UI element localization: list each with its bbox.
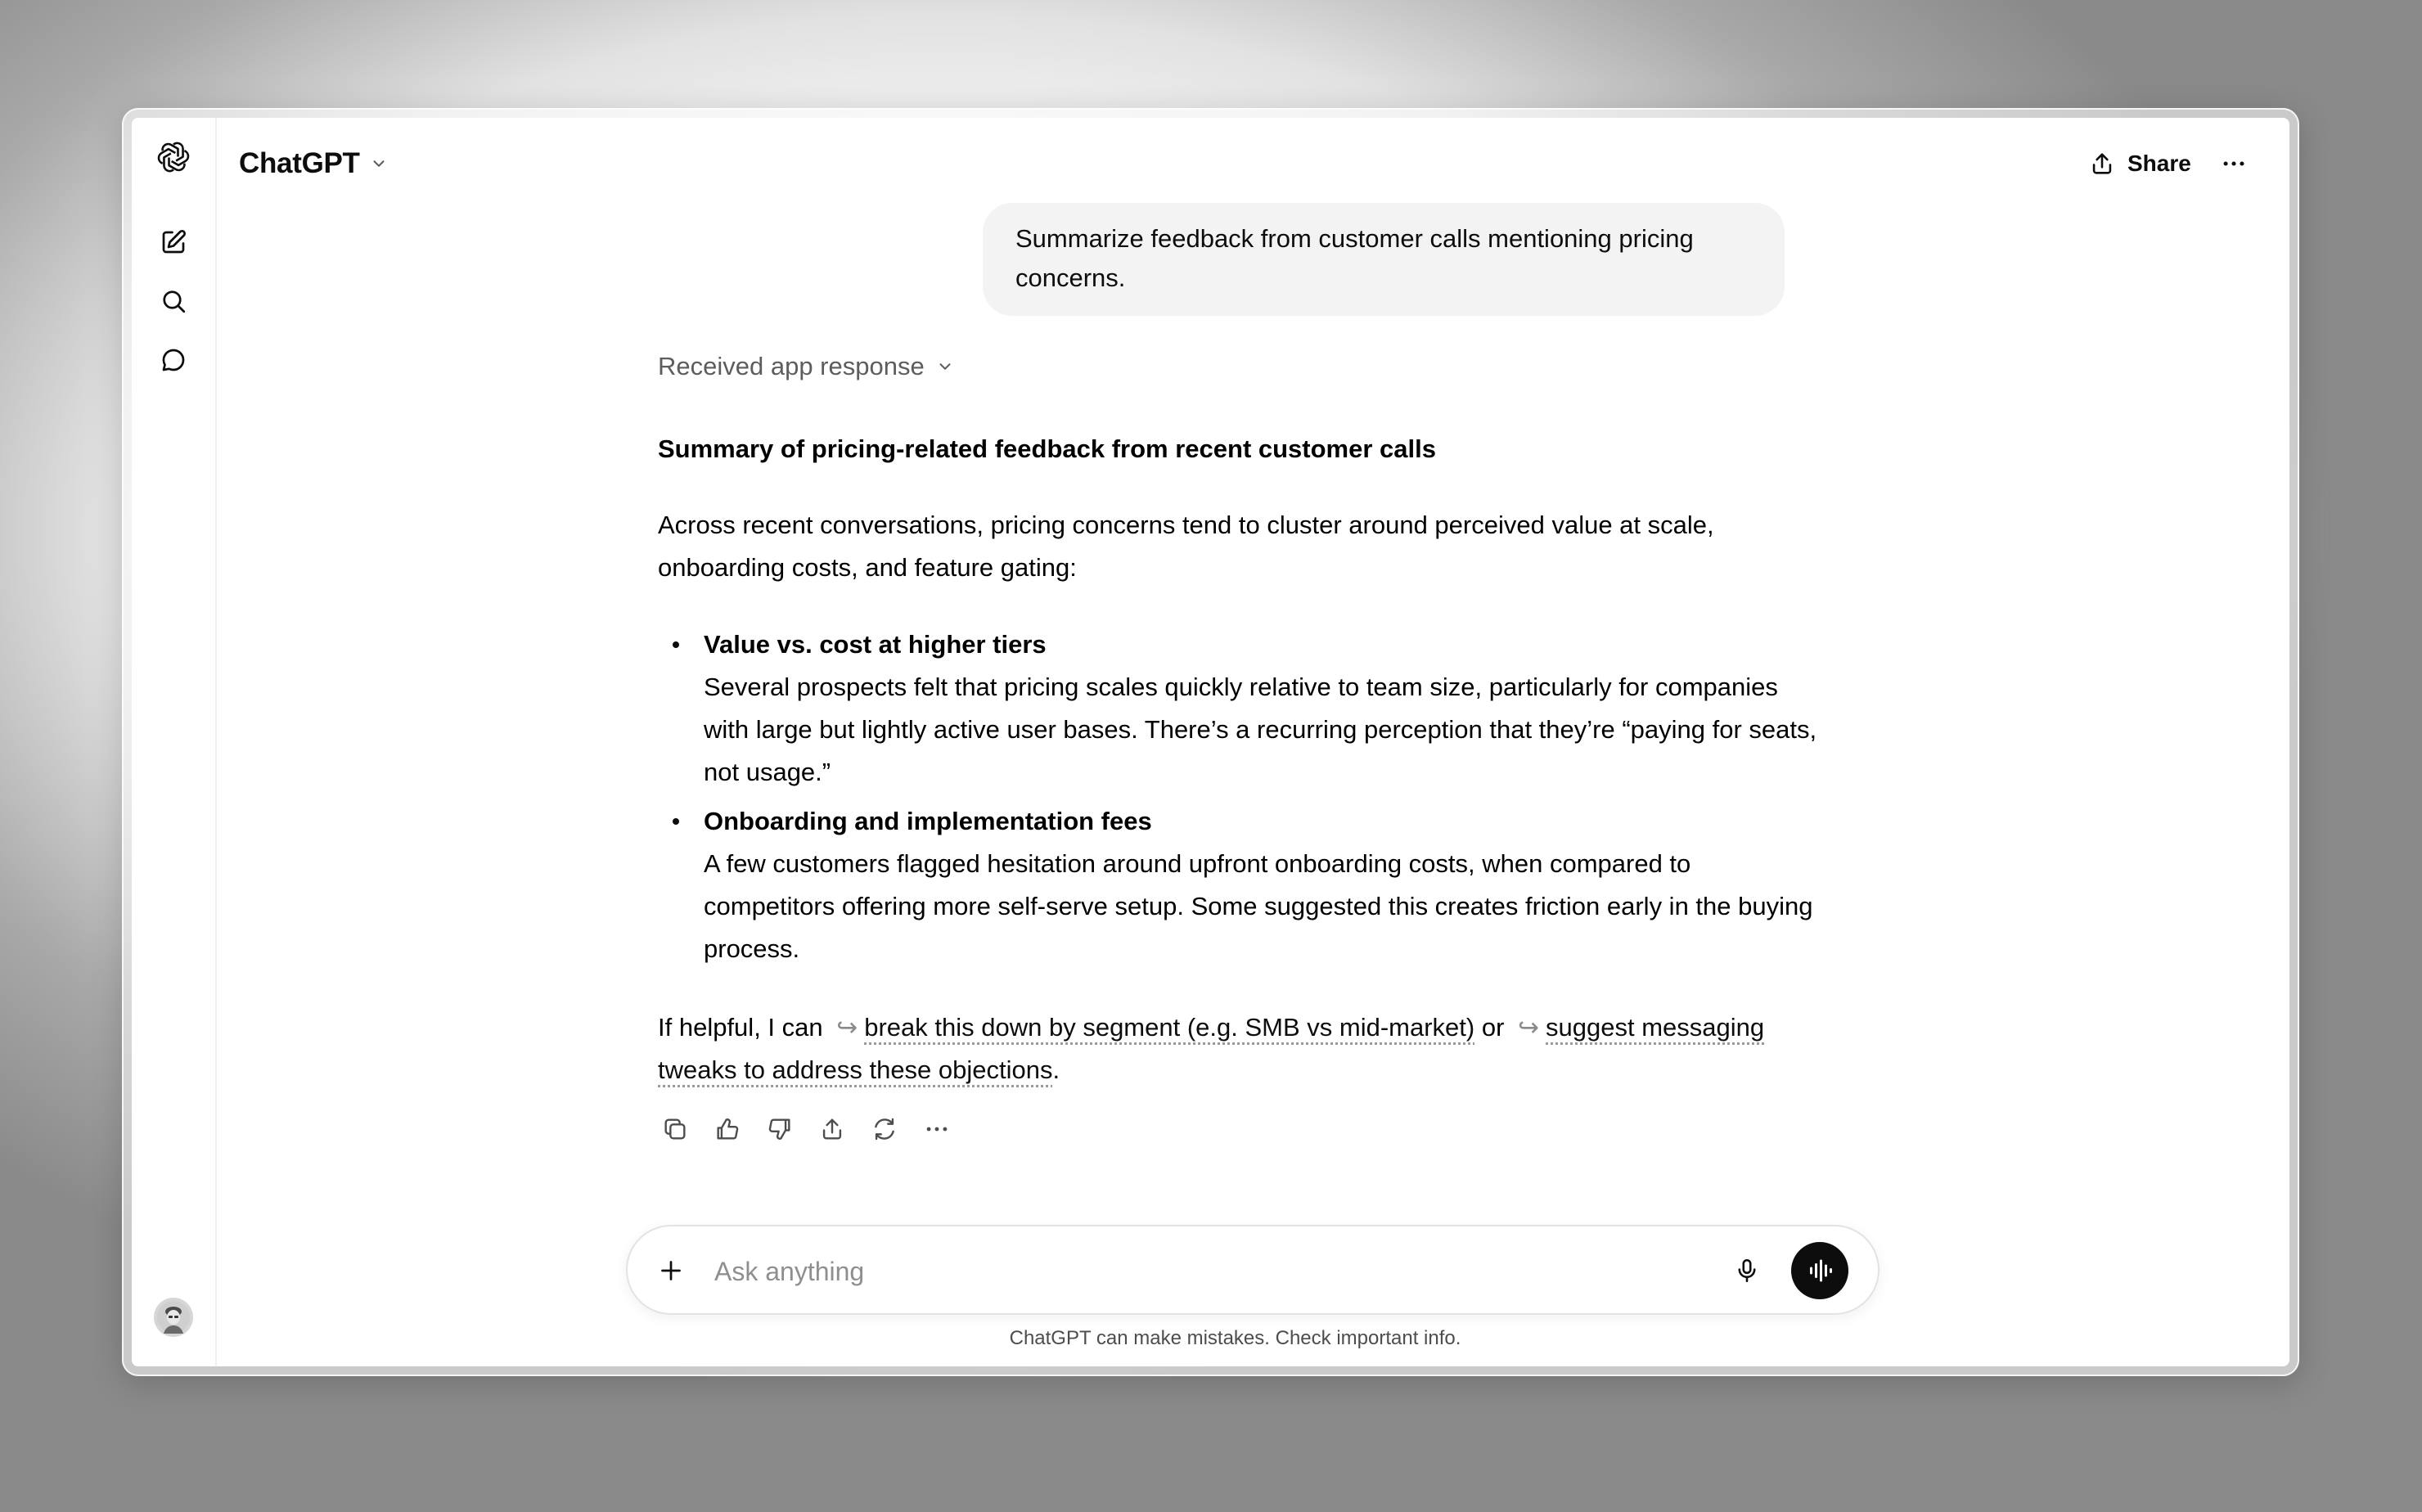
share-button[interactable] <box>2077 137 2203 190</box>
voice-waveform-icon <box>1805 1256 1835 1285</box>
chevron-down-icon <box>370 155 388 173</box>
edit-icon <box>159 227 188 257</box>
search-icon <box>159 286 188 316</box>
app-response-toggle[interactable] <box>658 352 954 381</box>
prompt-input[interactable] <box>713 1249 1698 1294</box>
chats-button[interactable] <box>151 337 196 383</box>
bullet-title: Onboarding and implementation fees <box>704 807 1152 835</box>
voice-mode-button[interactable] <box>1791 1242 1848 1299</box>
search-chats-button[interactable] <box>151 278 196 324</box>
share-label: Share <box>2127 151 2191 176</box>
reply-arrow-icon: ↪ <box>836 1013 858 1042</box>
plus-icon <box>656 1256 686 1285</box>
user-message: Summarize feedback from customer calls mentioning pricing concerns. <box>983 203 1785 316</box>
message-actions <box>652 1106 960 1152</box>
microphone-icon <box>1733 1257 1761 1285</box>
response-heading: Summary of pricing-related feedback from recent customer calls <box>658 434 1436 463</box>
app-window <box>132 118 2289 1366</box>
dictate-button[interactable] <box>1724 1248 1770 1294</box>
composer <box>626 1225 1880 1315</box>
closing-prefix: If helpful, I can <box>658 1013 823 1042</box>
suggestion-link[interactable]: break this down by segment (e.g. SMB vs mid-market) <box>864 1013 1475 1042</box>
share-response-button[interactable] <box>809 1106 855 1152</box>
more-options-button[interactable] <box>2211 141 2257 187</box>
regenerate-button[interactable] <box>862 1106 907 1152</box>
response-bullet-list <box>658 623 1820 970</box>
thumbs-down-button[interactable] <box>757 1106 803 1152</box>
chevron-down-icon <box>936 358 954 376</box>
new-chat-button[interactable] <box>151 219 196 265</box>
bullet-body: Several prospects felt that pricing scales quickly relative to team size, particularly for companies with large but lightly active user bases. There’s a recurring perception that they’re “paying for seats, not usage.” <box>704 673 1817 786</box>
thumbs-up-icon <box>714 1115 741 1143</box>
openai-logo-icon[interactable] <box>151 134 196 180</box>
bullet-body: A few customers flagged hesitation around upfront onboarding costs, when compared to competitors offering more self-serve setup. Some suggested this creates friction early in the buying process. <box>704 849 1813 963</box>
response-intro: Across recent conversations, pricing concerns tend to cluster around perceived value at scale, onboarding costs, and feature gating: <box>658 511 1714 582</box>
sidebar <box>132 118 217 1366</box>
list-item <box>658 800 1820 970</box>
closing-suffix: . <box>1052 1055 1060 1084</box>
copy-icon <box>661 1115 689 1143</box>
share-icon <box>818 1115 846 1143</box>
app-title: ChatGPT <box>239 147 360 179</box>
add-attachment-button[interactable] <box>647 1247 695 1294</box>
closing-connector: or <box>1481 1013 1505 1042</box>
suggestion-link[interactable]: suggest messaging tweaks to address these objections <box>658 1013 1765 1084</box>
copy-button[interactable] <box>652 1106 698 1152</box>
share-icon <box>2088 150 2116 178</box>
list-item <box>658 623 1820 794</box>
response-closing <box>658 1006 1820 1091</box>
bullet-title: Value vs. cost at higher tiers <box>704 630 1047 659</box>
disclaimer: ChatGPT can make mistakes. Check important info. <box>1009 1327 1461 1349</box>
ellipsis-icon <box>2220 150 2248 178</box>
app-response-label: Received app response <box>658 352 925 380</box>
chat-bubble-icon <box>159 345 188 375</box>
thumbs-up-button[interactable] <box>705 1106 750 1152</box>
more-actions-button[interactable] <box>914 1106 960 1152</box>
ellipsis-icon <box>923 1115 951 1143</box>
refresh-icon <box>871 1115 898 1143</box>
thumbs-down-icon <box>766 1115 794 1143</box>
model-selector[interactable] <box>239 139 388 188</box>
reply-arrow-icon: ↪ <box>1518 1013 1540 1042</box>
